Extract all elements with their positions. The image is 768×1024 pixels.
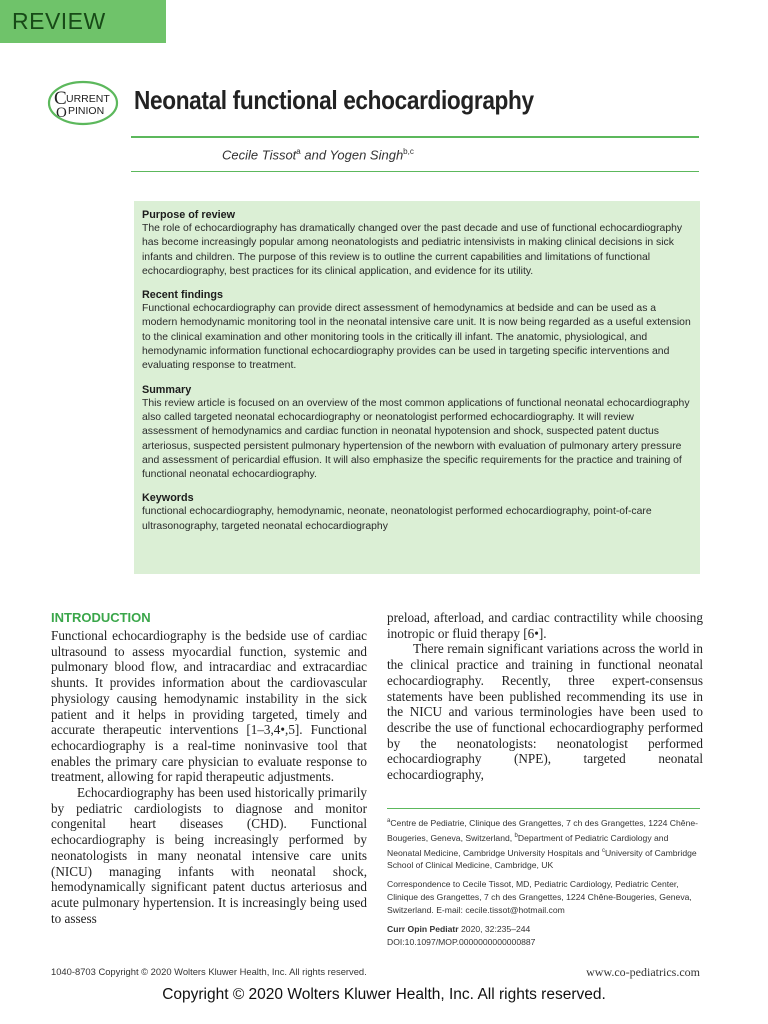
footnote-divider (387, 808, 700, 809)
author-1-affil: a (296, 147, 301, 156)
keywords-text: functional echocardiography, hemodynamic, neonate, neonatologist performed echocardiography, point-of-care ultrasonography, targeted neonatal echocardiography (142, 506, 652, 532)
author-2-affil: b,c (403, 147, 414, 156)
correspondence: Correspondence to Cecile Tissot, MD, Pediatric Cardiology, Pediatric Center, Clinique des Grangettes, 7 ch des Grangettes, 1224 Chêne-Bougeries, Geneva, Switzerland. E-mail: cecile.tissot@hotmail.com (387, 879, 692, 916)
right-column (387, 610, 703, 783)
copyright-notice: Copyright © 2020 Wolters Kluwer Health, Inc. All rights reserved. (162, 986, 606, 1003)
current-opinion-logo (47, 80, 119, 126)
summary-text: This review article is focused on an overview of the most common applications of functional neonatal echocardiography also called targeted neonatal echocardiography or neonatologist performed echocardiography. It will review assessment of hemodynamics and cardiac function in neonatal hypotension and shock, suspected patent ductus arteriosus, suspected persistent pulmonary hypertension of the newborn with evaluation of pulmonary artery pressure and assessment of pericardial effusion. It will also emphasize the specific requirements for the practice and training of functional neonatal echocardiography. (142, 397, 690, 481)
findings-heading: Recent findings (142, 289, 223, 302)
intro-paragraph-3: preload, afterload, and cardiac contractility while choosing inotropic or fluid therapy [6•]. (387, 610, 703, 641)
summary-heading: Summary (142, 383, 192, 396)
logo-line2: PINION (68, 105, 105, 117)
author-2: Yogen Singh (329, 147, 404, 163)
footer-website-link[interactable]: www.co-pediatrics.com (586, 965, 700, 979)
intro-paragraph-1: Functional echocardiography is the bedside use of cardiac ultrasound to assess myocardial function, systemic and pulmonary blood flow, and intracardiac and extracardiac shunts. It provides information about the cardiovascular physiology causing hemodynamic instability in the sick patient and it helps in providing targeted, timely and accurate therapeutic interventions [1–3,4•,5]. Functional echocardiography is a real-time noninvasive tool that enables the primary care physician to evaluate response to treatment, allowing for rapid therapeutic adjustments. (51, 628, 367, 785)
footnotes (387, 815, 705, 949)
author-divider (131, 171, 699, 172)
logo-initial-o: O (56, 105, 67, 121)
purpose-text: The role of echocardiography has dramatically changed over the past decade and use of functional echocardiography has become increasingly popular among neonatologists and pediatric intensivists in making clinical decisions in sick infants and children. The purpose of this review is to outline the current capabilities and limitations of functional echocardiography, best practices for its clinical application, and evidence for its utility. (142, 223, 683, 277)
journal-citation: Curr Opin Pediatr 2020, 32:235–244 (387, 923, 531, 934)
author-1: Cecile Tissot (222, 147, 297, 163)
affiliations: $^a$Centre de Pediatrie, Clinique des Grangettes, 7 ch des Grangettes, 1224 Chêne-Bougeries, Geneva, Switzerland, $^b$Department of Pediatric Cardiology and Neonatal Medicine, Cambridge University Hospitals and $^c$University of Cambridge School of Clinical Medicine, Cambridge, UK (387, 817, 698, 871)
intro-paragraph-4: There remain significant variations across the world in the clinical practice and training in functional neonatal echocardiography. Recently, three expert-consensus statements have been published recommending its use in the NICU and various terminologies have been used to describe the use of functional echocardiography performed by the neonatologists: neonatologist performed echocardiography (NPE), targeted neonatal echocardiography, (387, 641, 703, 783)
introduction-heading: INTRODUCTION (51, 610, 151, 625)
findings-text: Functional echocardiography can provide direct assessment of hemodynamics at bedside and can be used as a modern hemodynamic monitoring tool in the neonatal intensive care unit. It is now being regarded as a useful extension to the clinical examination and other monitoring tools in the critically ill infant. The anatomic, physiological, and hemodynamic information functional echocardiography provides can be used in targeting specific interventions and evaluating response to treatment. (142, 303, 691, 372)
author-conjunction: and (300, 147, 330, 163)
title-divider (131, 136, 699, 138)
footer-issn: 1040-8703 Copyright © 2020 Wolters Kluwer Health, Inc. All rights reserved. (51, 966, 367, 977)
doi: DOI:10.1097/MOP.0000000000000887 (387, 936, 536, 947)
logo-line1: URRENT (66, 93, 110, 105)
article-title: Neonatal functional echocardiography (134, 85, 534, 115)
keywords-heading: Keywords (142, 492, 194, 505)
purpose-heading: Purpose of review (142, 209, 236, 221)
left-column (51, 610, 367, 926)
logo-initial-c: C (54, 88, 67, 109)
author-line (222, 147, 414, 162)
abstract-box (134, 201, 700, 574)
section-tab: REVIEW (0, 0, 166, 43)
intro-paragraph-2: Echocardiography has been used historically primarily by pediatric cardiologists to diagnose and monitor congenital heart diseases (CHD). Functional echocardiography is being increasingly performed by neonatologists in many neonatal intensive care units (NICU) managing infants with neonatal shock, hemodynamically significant patent ductus arteriosus and acute pulmonary hypertension. It is increasingly being used to assess (51, 785, 367, 926)
